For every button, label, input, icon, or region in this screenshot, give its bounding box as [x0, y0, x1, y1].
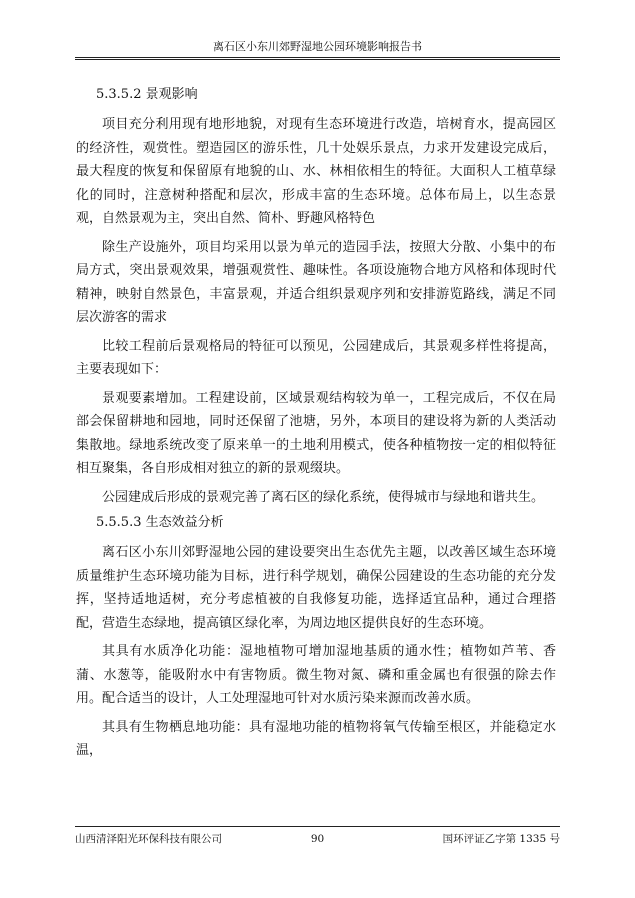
section-landscape-impact: [76, 86, 556, 509]
paragraph: 其具有生物栖息地功能：具有湿地功能的植物将氧气传输至根区，并能稳定水温，: [76, 719, 556, 758]
paragraph: 景观要素增加。工程建设前，区域景观结构较为单一，工程完成后，不仅在局部会保留耕地和园地，同时还保留了池塘，另外，本项目的建设将为新的人类活动集散地。绿地系统改变了原来单一的土地利用模式，使各种植物按一定的相似特征相互聚集，各自形成相对独立的新的景观缀块。: [76, 390, 556, 476]
section-ecological-benefit: [76, 514, 556, 763]
paragraph: 离石区小东川郊野湿地公园的建设要突出生态优先主题，以改善区域生态环境质量维护生态环境功能为目标，进行科学规划，确保公园建设的生态功能的充分发挥，坚持适地适树，充分考虑植被的自我修复功能，选择适宜品种，通过合理搭配，营造生态绿地，提高镇区绿化率，为周边地区提供良好的生态环境。: [76, 545, 556, 631]
header-divider: [75, 57, 560, 60]
page-number: 90: [310, 833, 325, 845]
page-footer: [75, 832, 560, 846]
paragraph: 其具有水质净化功能：湿地植物可增加湿地基质的通水性；植物如芦苇、香蒲、水葱等，能吸附水中有害物质。微生物对氮、磷和重金属也有很强的除去作用。配合适当的设计，人工处理湿地可针对水质污染来源而改善水质。: [76, 644, 556, 706]
footer-company: 山西清泽阳光环保科技有限公司: [75, 833, 222, 845]
paragraph: 除生产设施外，项目均采用以景为单元的造园手法，按照大分散、小集中的布局方式，突出景观效果，增强观赏性、趣味性。各项设施物合地方风格和体现时代精神，映射自然景色，丰富景观，并适合组织景观序列和安排游览路线，满足不同层次游客的需求: [76, 239, 556, 325]
paragraph: 比较工程前后景观格局的特征可以预见，公园建成后，其景观多样性将提高，主要表现如下：: [76, 338, 556, 377]
footer-divider: [75, 826, 560, 827]
section-heading: 5.5.5.3 生态效益分析: [96, 515, 224, 530]
paragraph: 项目充分利用现有地形地貌，对现有生态环境进行改造，培树育水，提高园区的经济性，观赏性。塑造园区的游乐性，几十处娱乐景点，力求开发建设完成后，最大程度的恢复和保留原有地貌的山、水、林相依相生的特征。大面积人工植草绿化的同时，注意树种搭配和层次，形成丰富的生态环境。总体布局上，以生态景观，自然景观为主，突出自然、简朴、野趣风格特色: [76, 117, 556, 226]
footer-certificate: 国环评证乙字第 1335 号: [442, 833, 560, 845]
section-heading: 5.3.5.2 景观影响: [96, 87, 198, 102]
page-header: 离石区小东川郊野湿地公园环境影响报告书: [213, 40, 422, 53]
document-body: [76, 86, 556, 768]
paragraph: 公园建成后形成的景观完善了离石区的绿化系统，使得城市与绿地和谐共生。: [102, 489, 545, 505]
